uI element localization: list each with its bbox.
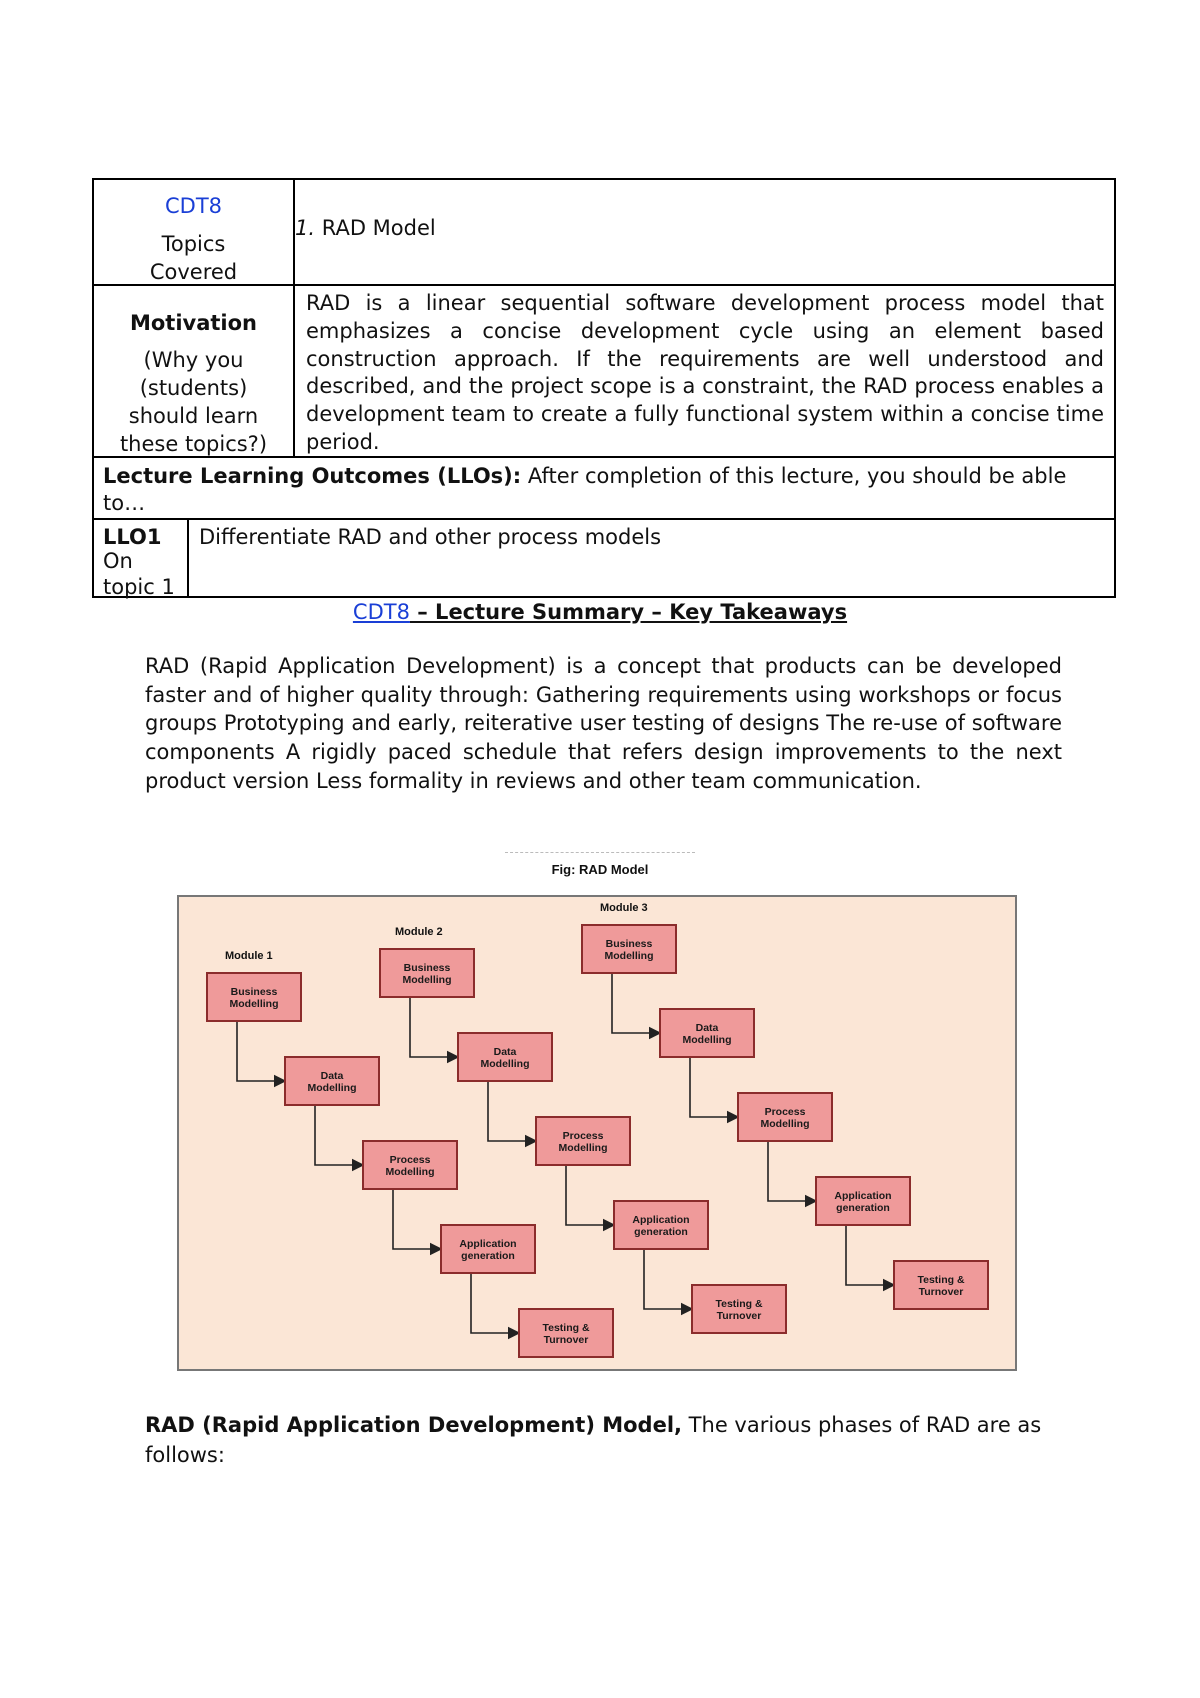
- llo1-sub-2: topic 1: [103, 575, 175, 599]
- llo-heading-rest: After completion of this lecture, you should be able to…: [103, 464, 1067, 515]
- module-label: Module 2: [395, 926, 443, 938]
- phase-label: Application generation: [459, 1238, 517, 1262]
- motivation-label: Motivation: [129, 311, 258, 335]
- phase-label: Testing & Turnover: [715, 1298, 763, 1322]
- phase-label: Testing & Turnover: [917, 1274, 965, 1298]
- phase-label: Business Modelling: [229, 986, 279, 1010]
- rad-model-diagram: [177, 895, 1017, 1371]
- phase-label: Data Modelling: [682, 1022, 732, 1046]
- phase-label: Process Modelling: [760, 1106, 810, 1130]
- phase-label: Application generation: [632, 1214, 690, 1238]
- motivation-sub-3: should learn: [128, 404, 259, 428]
- phases-intro-rest: The various phases of RAD are as follows:: [145, 1413, 1042, 1467]
- summary-title: [0, 598, 1200, 626]
- cdt-code: CDT8: [164, 194, 223, 218]
- summary-paragraph: RAD (Rapid Application Development) is a concept that products can be developed faster and of higher quality through: Gathering requirements using workshops or focus groups Prototyping and early, reiterative user testing of designs The re-use of software components A rigidly paced schedule that refers design improvements to the next product version Less formality in reviews and other team communication.: [145, 654, 1062, 793]
- table-divider: [92, 518, 1116, 520]
- topic-item-number: 1.: [295, 216, 316, 240]
- phase-label: Process Modelling: [558, 1130, 608, 1154]
- covered-label: Covered: [149, 260, 238, 284]
- motivation-sub-4: these topics?): [119, 432, 268, 456]
- phase-label: Testing & Turnover: [542, 1322, 590, 1346]
- phase-label: Application generation: [834, 1190, 892, 1214]
- llo-heading-bold: Lecture Learning Outcomes (LLOs):: [103, 464, 522, 488]
- llo1-text: Differentiate RAD and other process models: [199, 525, 662, 549]
- phases-intro-bold: RAD (Rapid Application Development) Model,: [145, 1413, 682, 1437]
- llo1-sub-1: On: [103, 549, 133, 573]
- phase-label: Data Modelling: [480, 1046, 530, 1070]
- table-column-divider: [187, 518, 189, 598]
- module-label: Module 1: [225, 950, 273, 962]
- llo-heading: [103, 463, 1103, 517]
- phase-label: Business Modelling: [604, 938, 654, 962]
- motivation-sub-2: (students): [139, 376, 248, 400]
- motivation-sub-1: (Why you: [143, 348, 244, 372]
- figure-dash-decoration: [505, 852, 695, 853]
- summary-code-link[interactable]: CDT8: [352, 600, 410, 624]
- topics-label: Topics: [161, 232, 226, 256]
- summary-title-rest: – Lecture Summary – Key Takeaways: [409, 600, 848, 624]
- motivation-text: RAD is a linear sequential software development process model that emphasizes a concise development cycle using an element based construction approach. If the requirements are well understood and described, and the project scope is a constraint, the RAD process enables a development team to create a fully functional system within a concise time period.: [306, 291, 1104, 454]
- module-label: Module 3: [600, 902, 648, 914]
- phase-label: Process Modelling: [385, 1154, 435, 1178]
- figure-caption: Fig: RAD Model: [551, 862, 649, 877]
- phase-label: Data Modelling: [307, 1070, 357, 1094]
- topic-item-text: RAD Model: [321, 216, 436, 240]
- phase-label: Business Modelling: [402, 962, 452, 986]
- llo1-code: LLO1: [103, 525, 162, 549]
- phases-intro: [145, 1410, 1065, 1470]
- topic-item: [295, 214, 436, 242]
